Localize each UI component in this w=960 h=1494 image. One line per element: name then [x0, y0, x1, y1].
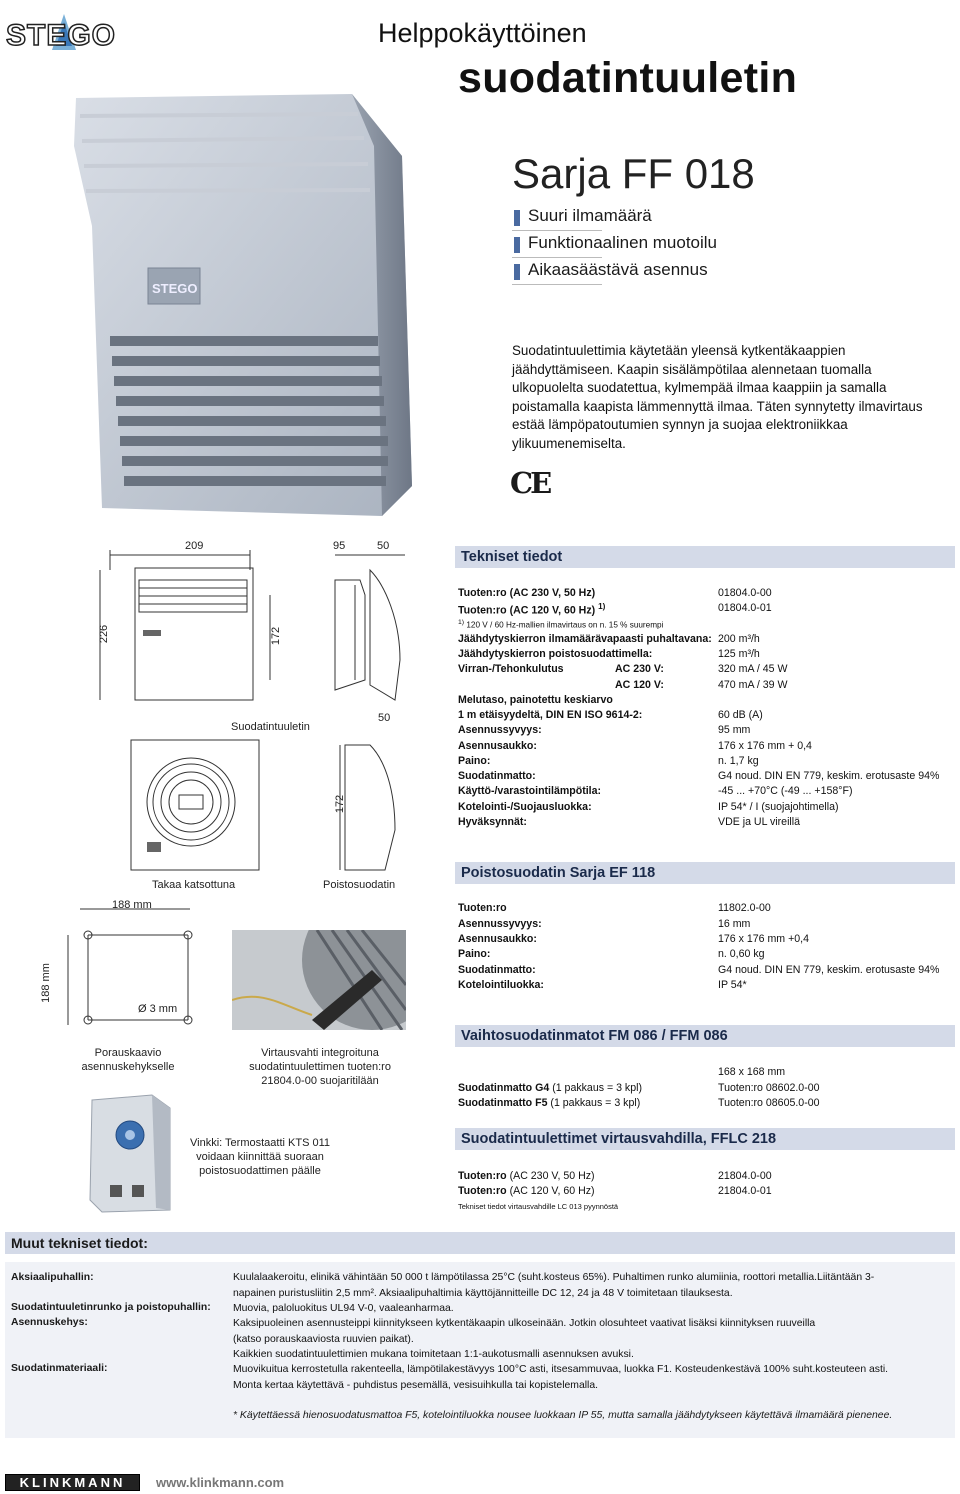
spec-label: Hyväksynnät:	[458, 816, 527, 828]
spec-sublabel: AC 120 V:	[615, 679, 664, 691]
flow-note: (AC 230 V, 50 Hz)	[509, 1170, 595, 1182]
other-text-line: Kaksipuoleinen asennusteippi kiinnitykseen kytkentäkaapin ulkoseinään. Jotkin olosuhteet vaativat lisäksi kiinnityksen ruuveilla	[233, 1318, 816, 1329]
label-back-view: Takaa katsottuna	[152, 879, 236, 891]
exhaust-label: Asennusaukko:	[458, 933, 537, 945]
spec-label: Paino:	[458, 755, 491, 767]
dimension-drawing	[95, 540, 415, 880]
spec-label: Suodatinmatto:	[458, 770, 536, 782]
spec-value: G4 noud. DIN EN 779, keskim. erotusaste 94%	[718, 770, 940, 782]
spec-label: Melutaso, painotettu keskiarvo	[458, 694, 613, 706]
other-text-line: Monta kertaa käytettävä - puhdistus pesemällä, vesisuihkulla tai kopistelemalla.	[233, 1380, 599, 1391]
other-text-line: Muovia, paloluokitus UL94 V-0, vaaleanharmaa.	[233, 1303, 454, 1314]
replacement-label	[458, 1097, 640, 1109]
replacement-label	[458, 1082, 642, 1094]
spec-value: 01804.0-00	[718, 587, 772, 599]
exhaust-value: G4 noud. DIN EN 779, keskim. erotusaste 94%	[718, 964, 940, 976]
label-fan: Suodatintuuletin	[231, 721, 310, 733]
flow-label-text: Tuoten:ro	[458, 1185, 507, 1197]
exhaust-label: Asennussyvyys:	[458, 918, 542, 930]
spec-value: VDE ja UL vireillä	[718, 816, 801, 828]
spec-value: 125 m³/h	[718, 648, 760, 660]
flow-note: (AC 120 V, 60 Hz)	[509, 1185, 595, 1197]
dim-188-v: 188 mm	[39, 963, 52, 1003]
caption-sensor-line: Virtausvahti integroituna	[261, 1047, 379, 1059]
flow-footnote: Tekniset tiedot virtausvahdille LC 013 pyynnöstä	[458, 1202, 619, 1211]
caption-tip-line: poistosuodattimen päälle	[199, 1165, 321, 1177]
spec-label: Tuoten:ro (AC 230 V, 50 Hz)	[458, 587, 596, 599]
replacement-size: 168 x 168 mm	[718, 1066, 786, 1078]
drill-template	[40, 895, 200, 1045]
other-label: Aksiaalipuhallin:	[11, 1272, 94, 1283]
caption-sensor-line: 21804.0-00 suojaritilään	[261, 1075, 379, 1087]
exhaust-section-title: Poistosuodatin Sarja EF 118	[455, 862, 955, 884]
dim-172-a: 172	[270, 626, 283, 646]
caption-sensor-line: suodatintuulettimen tuoten:ro	[249, 1061, 391, 1073]
spec-label: Virran-/Tehonkulutus	[458, 663, 564, 675]
flow-value: 21804.0-01	[718, 1185, 772, 1197]
replacement-note: (1 pakkaus = 3 kpl)	[552, 1082, 642, 1094]
footnote-mark: 1)	[458, 619, 465, 626]
product-photo	[52, 86, 424, 526]
footnote-mark: 1)	[598, 602, 606, 611]
photo-logo-text: STEGO	[152, 281, 198, 296]
exhaust-value: IP 54*	[718, 979, 747, 991]
ce-mark: CE	[510, 466, 550, 500]
dim-172-b: 172	[334, 794, 347, 814]
tech-section-title: Tekniset tiedot	[455, 546, 955, 568]
replacement-value: Tuoten:ro 08602.0-00	[718, 1082, 820, 1094]
exhaust-label: Tuoten:ro	[458, 902, 507, 914]
caption-drill	[78, 1046, 178, 1074]
spec-footnote	[458, 619, 663, 630]
other-text-line: napainen puristusliitin 2,5 mm². Aksiaalipuhaltimia käyttöjännitteille DC 12, 24 ja 48 V toimitetaan tilauksesta.	[233, 1288, 733, 1299]
spec-value: n. 1,7 kg	[718, 755, 759, 767]
ip-footnote: * Käytettäessä hienosuodatusmattoa F5, kotelointiluokka nousee luokkaan IP 55, mutta samalla jäähdytykseen käytettävä ilmamäärä pienenee.	[233, 1410, 893, 1421]
other-label: Suodatinmateriaali:	[11, 1363, 108, 1374]
spec-label: Asennussyvyys:	[458, 724, 542, 736]
caption-tip-line: voidaan kiinnittää suoraan	[196, 1151, 324, 1163]
title-big: suodatintuuletin	[458, 54, 798, 102]
spec-value: 60 dB (A)	[718, 709, 763, 721]
dim-50-top: 50	[377, 540, 390, 552]
flow-value: 21804.0-00	[718, 1170, 772, 1182]
caption-tip	[190, 1136, 330, 1178]
dim-188-h: 188 mm	[112, 899, 152, 911]
replacement-section-title: Vaihtosuodatinmatot FM 086 / FFM 086	[455, 1025, 955, 1047]
title-small: Helppokäyttöinen	[378, 18, 587, 48]
stego-logo-text: STEGO	[6, 19, 117, 52]
thermostat-photo	[82, 1090, 178, 1215]
caption-drill-line: asennuskehykselle	[81, 1061, 175, 1073]
spec-label: 1 m etäisyydeltä, DIN EN ISO 9614-2:	[458, 709, 643, 721]
series-title: Sarja FF 018	[512, 150, 755, 197]
stego-logo	[6, 12, 118, 52]
replacement-label-text: Suodatinmatto G4	[458, 1082, 550, 1094]
exhaust-label: Kotelointiluokka:	[458, 979, 544, 991]
feature-list	[512, 206, 717, 287]
flow-label	[458, 1170, 595, 1182]
replacement-value: Tuoten:ro 08605.0-00	[718, 1097, 820, 1109]
spec-value: 176 x 176 mm + 0,4	[718, 740, 812, 752]
website-link[interactable]: www.klinkmann.com	[156, 1475, 285, 1490]
feature-item: Funktionaalinen muotoilu	[512, 233, 717, 260]
exhaust-label: Suodatinmatto:	[458, 964, 536, 976]
other-text-line: Kuulalaakeroitu, elinikä vähintään 50 000 t lämpötilassa 25°C (suht.kosteus 65%). Puhaltimen runko alumiinia, roottori metallia.Liitäntään 3-	[233, 1272, 875, 1283]
spec-value: IP 54* / I (suojajohtimella)	[718, 801, 839, 813]
spec-label: Kotelointi-/Suojausluokka:	[458, 801, 592, 813]
flow-section-title: Suodatintuulettimet virtausvahdilla, FFLC 218	[455, 1128, 955, 1150]
dim-209: 209	[185, 540, 204, 552]
exhaust-value: 176 x 176 mm +0,4	[718, 933, 809, 945]
other-text-line: (katso porauskaaviosta ruuvien paikat).	[233, 1334, 414, 1345]
other-section-title: Muut tekniset tiedot:	[5, 1232, 955, 1254]
flow-label-text: Tuoten:ro	[458, 1170, 507, 1182]
spec-value: -45 ... +70°C (-49 ... +158°F)	[718, 785, 853, 797]
dim-50-mid: 50	[378, 712, 391, 724]
exhaust-value: 11802.0-00	[718, 902, 771, 914]
spec-footnote-text: 120 V / 60 Hz-mallien ilmavirtaus on n. 15 % suurempi	[466, 620, 664, 630]
spec-label	[458, 602, 605, 617]
exhaust-label: Paino:	[458, 948, 491, 960]
replacement-label-text: Suodatinmatto F5	[458, 1097, 548, 1109]
flow-label	[458, 1185, 595, 1197]
spec-value: 320 mA / 45 W	[718, 663, 788, 675]
caption-drill-line: Porauskaavio	[94, 1047, 162, 1059]
dim-hole: Ø 3 mm	[138, 1003, 178, 1015]
spec-sublabel: AC 230 V:	[615, 663, 664, 675]
replacement-note: (1 pakkaus = 3 kpl)	[550, 1097, 641, 1109]
exhaust-value: 16 mm	[718, 918, 751, 930]
feature-item: Suuri ilmamäärä	[512, 206, 717, 233]
dim-95: 95	[333, 540, 346, 552]
caption-tip-line: Vinkki: Termostaatti KTS 011	[190, 1137, 331, 1149]
dim-226: 226	[98, 624, 111, 644]
other-label: Suodatintuuletinrunko ja poistopuhallin:	[11, 1302, 211, 1313]
spec-label: Jäähdytyskierron poistosuodattimella:	[458, 648, 653, 660]
spec-label-text: Tuoten:ro (AC 120 V, 60 Hz)	[458, 604, 596, 617]
other-text-line: Kaikkien suodatintuulettimien mukana toimitetaan 1:1-aukotusmalli asennuksen avuksi.	[233, 1349, 634, 1360]
spec-label: Asennusaukko:	[458, 740, 537, 752]
spec-value: 470 mA / 39 W	[718, 679, 788, 691]
spec-value: 200 m³/h	[718, 633, 760, 645]
feature-item: Aikaasäästävä asennus	[512, 260, 717, 287]
other-text-line: Muovikuitua kerrostetulla rakenteella, lämpötilakestävyys 100°C asti, itsesammuvaa, luokka F1. Kosteudenkestävä 100% suht.kosteuteen asti.	[233, 1364, 889, 1375]
klinkmann-logo: KLINKMANN	[5, 1474, 140, 1491]
other-label: Asennuskehys:	[11, 1317, 88, 1328]
spec-value: 01804.0-01	[718, 602, 772, 614]
caption-sensor	[240, 1046, 400, 1088]
exhaust-value: n. 0,60 kg	[718, 948, 765, 960]
spec-label: Jäähdytyskierron ilmamäärävapaasti puhaltavana:	[458, 633, 712, 645]
spec-value: 95 mm	[718, 724, 751, 736]
label-exhaust: Poistosuodatin	[323, 879, 396, 891]
flow-sensor-photo	[232, 930, 406, 1030]
spec-label: Käyttö-/varastointilämpötila:	[458, 785, 602, 797]
intro-text: Suodatintuulettimia käytetään yleensä kytkentäkaappien jäähdyttämiseen. Kaapin sisälämpötilaa alennetaan tuomalla ulkopuolelta suodatettua, kylmempää ilmaa kaappiin ja samalla poistamalla kaapista lämmennyttä ilmaa. Täten synnytetty ilmavirtaus estää lämpöpatoutumien synnyn ja suojaa elektroniikkaa ylikuumenemiselta.	[512, 343, 923, 451]
